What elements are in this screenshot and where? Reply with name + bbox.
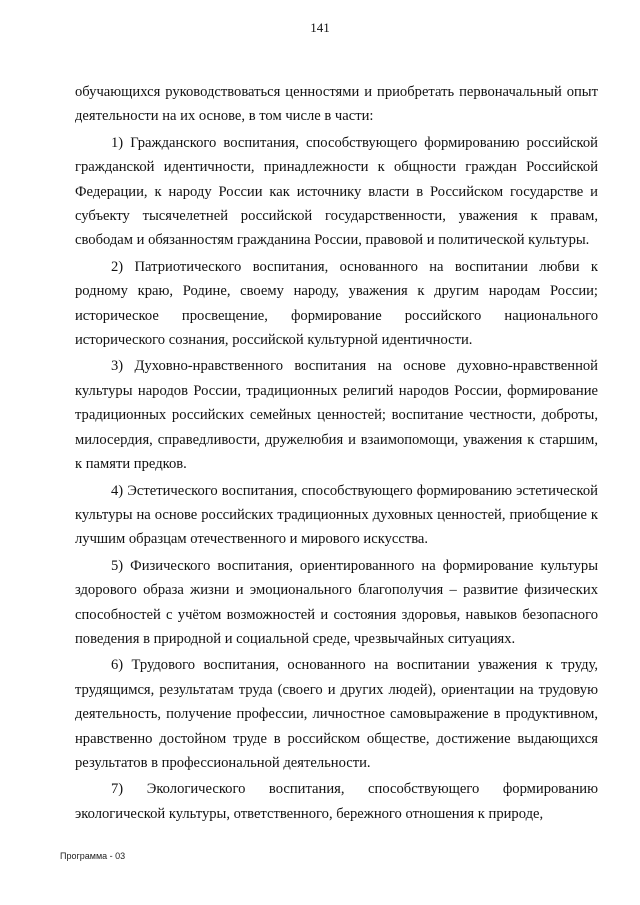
item-labor-education: 6) Трудового воспитания, основанного на воспитании уважения к труду, трудящимся, результатам труда (своего и других людей), ориентации на трудовую деятельность, получение профессии, личностное самовыражение в продуктивном, нравственно достойном труде в российском обществе, достижение выдающихся результатов в профессиональной деятельности. xyxy=(75,657,598,771)
page-footer: Программа - 03 xyxy=(60,851,126,861)
item-civic-education: 1) Гражданского воспитания, способствующего формированию российской гражданской идентичности, принадлежности к общности граждан Российской Федерации, к народу России как источнику власти в Российском государстве и субъекту тысячелетней российской государственности, уважения к правам, свободам и обязанностям гражданина России, правовой и политической культуры. xyxy=(75,134,598,249)
item-aesthetic-education: 4) Эстетического воспитания, способствующего формированию эстетической культуры на основе российских традиционных духовных ценностей, приобщение к лучшим образцам отечественного и мирового искусства. xyxy=(75,482,598,548)
document-body xyxy=(75,80,598,826)
page-number: 141 xyxy=(310,20,330,35)
item-ecological-education: 7) Экологического воспитания, способствующего формированию экологической культуры, ответственного, бережного отношения к природе, xyxy=(75,781,598,822)
item-physical-education: 5) Физического воспитания, ориентированного на формирование культуры здорового образа жизни и эмоционального благополучия – развитие физических способностей с учётом возможностей и состояния здоровья, навыков безопасного поведения в природной и социальной среде, чрезвычайных ситуациях. xyxy=(75,557,598,647)
item-spiritual-moral-education: 3) Духовно-нравственного воспитания на основе духовно-нравственной культуры народов России, традиционных религий народов России, формирование традиционных российских семейных ценностей; воспитание честности, доброты, милосердия, справедливости, дружелюбия и взаимопомощи, уважения к старшим, к памяти предков. xyxy=(75,358,598,473)
intro-paragraph: обучающихся руководствоваться ценностями и приобретать первоначальный опыт деятельности на их основе, в том числе в части: xyxy=(75,84,598,125)
item-patriotic-education: 2) Патриотического воспитания, основанного на воспитании любви к родному краю, Родине, своему народу, уважения к другим народам России; историческое просвещение, формирование российского национального исторического сознания, российской культурной идентичности. xyxy=(75,258,598,349)
